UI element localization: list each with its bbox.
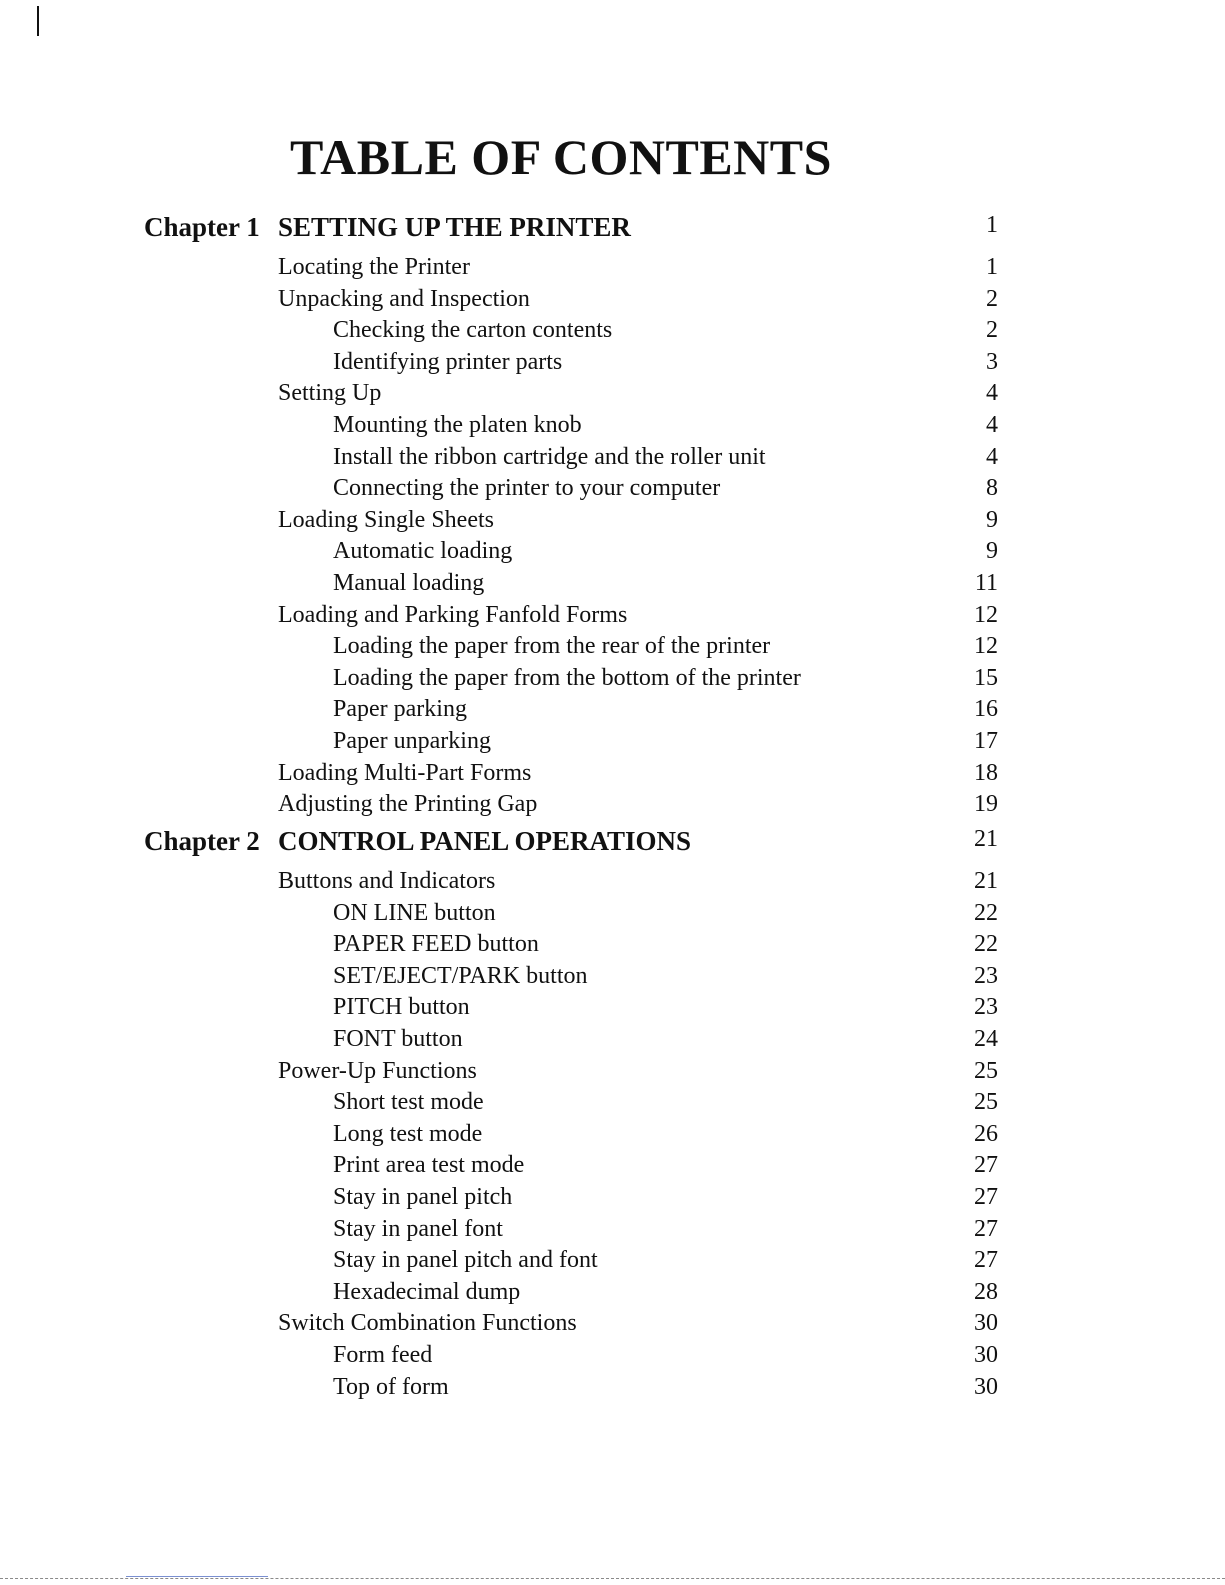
- entry-page-number: 4: [986, 443, 998, 470]
- entry-title: Checking the carton contents: [333, 317, 613, 344]
- entry-title: Stay in panel font: [333, 1215, 503, 1242]
- entry-page-number: 22: [974, 899, 998, 926]
- entry-page-number: 17: [974, 727, 998, 754]
- toc-subsection-entry[interactable]: [0, 1119, 1225, 1151]
- entry-page-number: 4: [986, 380, 998, 407]
- toc-section-entry[interactable]: [0, 252, 1225, 284]
- toc-section-entry[interactable]: [0, 1056, 1225, 1088]
- entry-title: Long test mode: [333, 1120, 483, 1147]
- entry-title: Install the ribbon cartridge and the roller unit: [333, 443, 766, 470]
- toc-subsection-entry[interactable]: [0, 410, 1225, 442]
- entry-title: Buttons and Indicators: [278, 868, 496, 894]
- toc-subsection-entry[interactable]: [0, 1372, 1225, 1404]
- toc-subsection-entry[interactable]: [0, 315, 1225, 347]
- toc-subsection-entry[interactable]: [0, 1340, 1225, 1372]
- chapter-label: Chapter 1: [144, 212, 260, 242]
- entry-page-number: 30: [974, 1310, 998, 1337]
- chapter-page-number: 1: [986, 212, 998, 238]
- entry-page-number: 11: [974, 569, 998, 596]
- entry-page-number: 12: [974, 633, 998, 660]
- entry-page-number: 15: [974, 664, 998, 691]
- toc-subsection-entry[interactable]: [0, 929, 1225, 961]
- entry-page-number: 25: [974, 1089, 998, 1116]
- entry-page-number: 27: [974, 1215, 998, 1242]
- toc-subsection-entry[interactable]: [0, 898, 1225, 930]
- entry-page-number: 23: [974, 994, 998, 1021]
- entry-title: Form feed: [333, 1341, 433, 1368]
- entry-page-number: 8: [986, 475, 998, 502]
- entry-title: Identifying printer parts: [333, 348, 563, 375]
- entry-page-number: 27: [974, 1152, 998, 1179]
- entry-title: Loading and Parking Fanfold Forms: [278, 601, 628, 628]
- entry-title: Loading the paper from the rear of the printer: [333, 633, 771, 660]
- entry-title: Mounting the platen knob: [333, 411, 582, 438]
- entry-page-number: 9: [986, 538, 998, 565]
- scan-bottom-edge: [0, 1578, 1225, 1579]
- entry-title: Power-Up Functions: [278, 1057, 477, 1084]
- entry-title: Paper unparking: [333, 727, 491, 754]
- chapter-heading[interactable]: [0, 212, 1225, 252]
- entry-page-number: 25: [974, 1057, 998, 1084]
- chapter-section: [0, 826, 1225, 1403]
- entry-title: Locating the Printer: [278, 254, 470, 280]
- toc-subsection-entry[interactable]: [0, 568, 1225, 600]
- entry-title: Unpacking and Inspection: [278, 285, 530, 312]
- toc-subsection-entry[interactable]: [0, 1182, 1225, 1214]
- toc-subsection-entry[interactable]: [0, 347, 1225, 379]
- entry-title: Adjusting the Printing Gap: [278, 791, 538, 818]
- scan-bottom-accent: [126, 1576, 268, 1577]
- entry-title: Loading the paper from the bottom of the printer: [333, 664, 801, 691]
- entry-title: Manual loading: [333, 569, 485, 596]
- toc-subsection-entry[interactable]: [0, 1024, 1225, 1056]
- chapter-entries: [0, 866, 1225, 1403]
- chapter-section: [0, 212, 1225, 821]
- toc-subsection-entry[interactable]: [0, 961, 1225, 993]
- entry-page-number: 28: [974, 1278, 998, 1305]
- toc-subsection-entry[interactable]: [0, 992, 1225, 1024]
- entry-title: Hexadecimal dump: [333, 1278, 521, 1305]
- entry-page-number: 1: [986, 254, 998, 280]
- toc-subsection-entry[interactable]: [0, 442, 1225, 474]
- entry-title: PITCH button: [333, 994, 470, 1021]
- toc-subsection-entry[interactable]: [0, 1245, 1225, 1277]
- entry-page-number: 27: [974, 1183, 998, 1210]
- entry-page-number: 26: [974, 1120, 998, 1147]
- entry-page-number: 12: [974, 601, 998, 628]
- entry-title: Switch Combination Functions: [278, 1310, 577, 1337]
- toc-subsection-entry[interactable]: [0, 473, 1225, 505]
- entry-title: FONT button: [333, 1025, 463, 1052]
- toc-section-entry[interactable]: [0, 789, 1225, 821]
- toc-section-entry[interactable]: [0, 1308, 1225, 1340]
- entry-page-number: 4: [986, 411, 998, 438]
- chapter-title: SETTING UP THE PRINTER: [278, 212, 631, 242]
- entry-title: PAPER FEED button: [333, 931, 539, 958]
- entry-page-number: 27: [974, 1247, 998, 1274]
- toc-subsection-entry[interactable]: [0, 1087, 1225, 1119]
- entry-page-number: 3: [986, 348, 998, 375]
- entry-title: SET/EJECT/PARK button: [333, 962, 588, 989]
- chapter-label: Chapter 2: [144, 826, 260, 856]
- entry-page-number: 30: [974, 1373, 998, 1400]
- entry-title: Loading Single Sheets: [278, 506, 494, 533]
- toc-subsection-entry[interactable]: [0, 663, 1225, 695]
- toc-subsection-entry[interactable]: [0, 536, 1225, 568]
- entry-title: Setting Up: [278, 380, 382, 407]
- page-title: TABLE OF CONTENTS: [290, 129, 832, 185]
- toc-section-entry[interactable]: [0, 378, 1225, 410]
- toc-section-entry[interactable]: [0, 505, 1225, 537]
- chapter-entries: [0, 252, 1225, 821]
- toc-section-entry[interactable]: [0, 600, 1225, 632]
- toc-subsection-entry[interactable]: [0, 1214, 1225, 1246]
- entry-page-number: 18: [974, 759, 998, 786]
- entry-page-number: 16: [974, 696, 998, 723]
- toc-section-entry[interactable]: [0, 284, 1225, 316]
- entry-title: Loading Multi-Part Forms: [278, 759, 532, 786]
- entry-page-number: 24: [974, 1025, 998, 1052]
- entry-page-number: 23: [974, 962, 998, 989]
- toc-subsection-entry[interactable]: [0, 694, 1225, 726]
- entry-page-number: 2: [986, 285, 998, 312]
- entry-page-number: 22: [974, 931, 998, 958]
- entry-title: Stay in panel pitch and font: [333, 1247, 598, 1274]
- entry-page-number: 19: [974, 791, 998, 818]
- toc-subsection-entry[interactable]: [0, 726, 1225, 758]
- toc-subsection-entry[interactable]: [0, 1277, 1225, 1309]
- entry-page-number: 30: [974, 1341, 998, 1368]
- entry-title: Print area test mode: [333, 1152, 525, 1179]
- entry-page-number: 21: [974, 868, 998, 894]
- scan-edge-mark: [37, 6, 39, 36]
- entry-title: ON LINE button: [333, 899, 496, 926]
- toc-subsection-entry[interactable]: [0, 631, 1225, 663]
- entry-title: Connecting the printer to your computer: [333, 475, 721, 502]
- entry-title: Paper parking: [333, 696, 467, 723]
- chapter-page-number: 21: [974, 826, 998, 852]
- entry-page-number: 9: [986, 506, 998, 533]
- entry-title: Short test mode: [333, 1089, 484, 1116]
- entry-title: Stay in panel pitch: [333, 1183, 513, 1210]
- entry-title: Automatic loading: [333, 538, 513, 565]
- chapter-heading[interactable]: [0, 826, 1225, 866]
- entry-title: Top of form: [333, 1373, 449, 1400]
- toc-section-entry[interactable]: [0, 866, 1225, 898]
- toc-section-entry[interactable]: [0, 758, 1225, 790]
- entry-page-number: 2: [986, 317, 998, 344]
- chapter-title: CONTROL PANEL OPERATIONS: [278, 826, 692, 856]
- toc-subsection-entry[interactable]: [0, 1150, 1225, 1182]
